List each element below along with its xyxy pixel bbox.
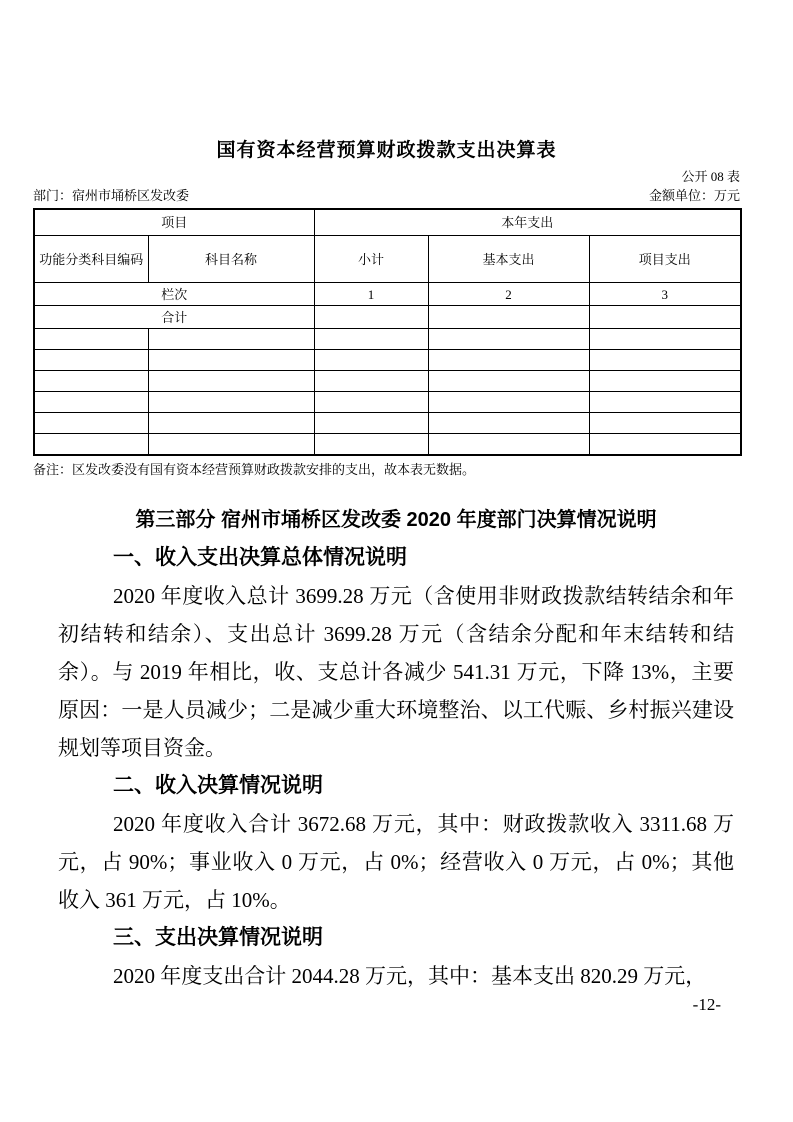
table-empty-row: [34, 434, 741, 456]
table-empty-row: [34, 413, 741, 434]
table-empty-cell: [34, 392, 148, 413]
table-note: 备注：区发改委没有国有资本经营预算财政拨款安排的支出，故本表无数据。: [33, 462, 476, 477]
table-empty-cell: [34, 329, 148, 350]
table-empty-cell: [428, 392, 589, 413]
section-2-paragraph: 2020 年度收入合计 3672.68 万元，其中：财政拨款收入 3311.68 万元，占 90%；事业收入 0 万元，占 0%；经营收入 0 万元，占 0%；其他收入 361 万元，占 10%。: [58, 812, 734, 912]
header-item: 项目: [34, 209, 314, 236]
table-empty-cell: [428, 329, 589, 350]
table-empty-cell: [428, 371, 589, 392]
expenditure-table: [33, 208, 742, 456]
table-empty-cell: [314, 413, 428, 434]
table-empty-cell: [428, 413, 589, 434]
section-3-paragraph: 2020 年度支出合计 2044.28 万元，其中：基本支出 820.29 万元，: [113, 964, 707, 988]
page-number: -12-: [692, 995, 721, 1014]
header-subtotal: 小计: [314, 236, 428, 283]
row-label-total: 合计: [34, 306, 314, 329]
table-empty-cell: [148, 371, 314, 392]
narrative-section: [58, 501, 734, 995]
table-empty-cell: [148, 392, 314, 413]
unit-label: 金额单位：万元: [648, 188, 740, 203]
table-empty-cell: [589, 329, 741, 350]
total-basic-value: [428, 306, 589, 329]
table-empty-row: [34, 392, 741, 413]
table-row-total: [34, 306, 741, 329]
header-subject-name: 科目名称: [148, 236, 314, 283]
total-project-value: [589, 306, 741, 329]
table-empty-cell: [589, 434, 741, 456]
table-empty-cell: [589, 413, 741, 434]
empty-rows-container: [34, 329, 741, 456]
table-row-group-header: [34, 209, 741, 236]
table-empty-cell: [589, 392, 741, 413]
row-label-column-index: 栏次: [34, 283, 314, 306]
table-empty-cell: [314, 371, 428, 392]
section-3-heading: 三、支出决算情况说明: [113, 926, 323, 949]
table-empty-cell: [589, 371, 741, 392]
table-empty-cell: [428, 434, 589, 456]
table-empty-cell: [148, 413, 314, 434]
table-empty-cell: [314, 329, 428, 350]
table-empty-cell: [34, 371, 148, 392]
table-meta-line: [33, 188, 740, 203]
department-label: 部门：宿州市埇桥区发改委: [33, 188, 190, 203]
header-current-year-expenditure: 本年支出: [314, 209, 741, 236]
header-function-code: 功能分类科目编码: [34, 236, 148, 283]
header-project-expenditure: 项目支出: [589, 236, 741, 283]
header-basic-expenditure: 基本支出: [428, 236, 589, 283]
table-row-column-index: [34, 283, 741, 306]
column-index-3: 3: [589, 283, 741, 306]
column-index-1: 1: [314, 283, 428, 306]
total-subtotal-value: [314, 306, 428, 329]
part-three-title: 第三部分 宿州市埇桥区发改委 2020 年度部门决算情况说明: [135, 509, 657, 531]
table-row-column-headers: [34, 236, 741, 283]
table-title: 国有资本经营预算财政拨款支出决算表: [216, 140, 557, 161]
table-empty-cell: [314, 392, 428, 413]
table-empty-cell: [34, 413, 148, 434]
table-empty-cell: [589, 350, 741, 371]
section-1-paragraph: 2020 年度收入总计 3699.28 万元（含使用非财政拨款结转结余和年初结转和结余）、支出总计 3699.28 万元（含结余分配和年末结转和结余）。与 2019 年相比，收、支总计各减少 541.31 万元，下降 13%，主要原因：一是人员减少；二是减少重大环境整治、以工代赈、乡村振兴建设规划等项目资金。: [58, 584, 734, 760]
table-empty-cell: [34, 434, 148, 456]
table-empty-cell: [34, 350, 148, 371]
table-empty-cell: [148, 350, 314, 371]
table-empty-cell: [314, 350, 428, 371]
section-1-heading: 一、收入支出决算总体情况说明: [113, 546, 407, 569]
table-empty-row: [34, 350, 741, 371]
column-index-2: 2: [428, 283, 589, 306]
budget-sheet: [33, 140, 740, 478]
table-empty-cell: [428, 350, 589, 371]
table-empty-row: [34, 329, 741, 350]
table-empty-cell: [148, 434, 314, 456]
table-tag: 公开 08 表: [681, 169, 740, 184]
table-empty-cell: [314, 434, 428, 456]
table-empty-row: [34, 371, 741, 392]
section-2-heading: 二、收入决算情况说明: [113, 774, 323, 797]
table-empty-cell: [148, 329, 314, 350]
